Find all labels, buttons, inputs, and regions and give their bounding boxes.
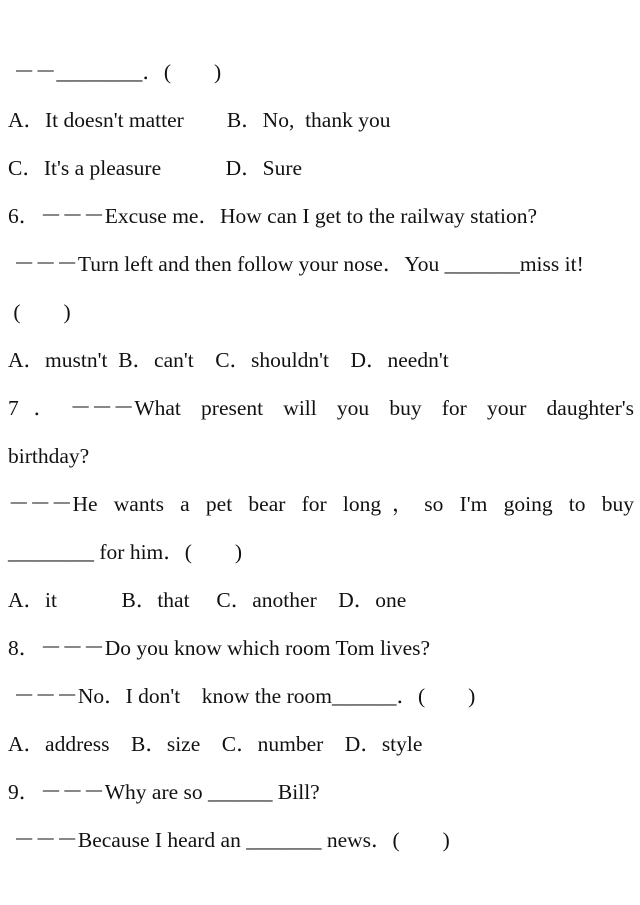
question-8-options: A．address B．size C．number D．style (8, 732, 423, 756)
question-6-options: A．mustn't B．can't C．shouldn't D．needn't (8, 348, 449, 372)
question-6-answer-bracket: ( ) (8, 300, 71, 324)
question-5-response-line: －－________．( ) (8, 60, 222, 84)
question-6-prompt: 6．－－－Excuse me．How can I get to the railway station? (8, 204, 537, 228)
question-7-prompt: 7．－－－What present will you buy for your daughter's (8, 396, 634, 420)
question-9-prompt: 9．－－－Why are so ______ Bill? (8, 780, 320, 804)
question-6-response-line: －－－Turn left and then follow your nose．You _______miss it! (8, 252, 584, 276)
question-9-response-line: －－－Because I heard an _______ news．( ) (8, 828, 450, 852)
question-5-options-ab: A．It doesn't matter B．No, thank you (8, 108, 391, 132)
question-7-response-continued: ________ for him．( ) (8, 540, 243, 564)
question-8-prompt: 8．－－－Do you know which room Tom lives? (8, 636, 431, 660)
question-7-options: A．it B．that C．another D．one (8, 588, 407, 612)
question-5-options-cd: C．It's a pleasure D．Sure (8, 156, 303, 180)
question-7-response-line: －－－He wants a pet bear for long，so I'm going to buy (8, 492, 634, 516)
question-7-prompt-continued: birthday? (8, 444, 90, 468)
question-8-response-line: －－－No．I don't know the room______．( ) (8, 684, 476, 708)
